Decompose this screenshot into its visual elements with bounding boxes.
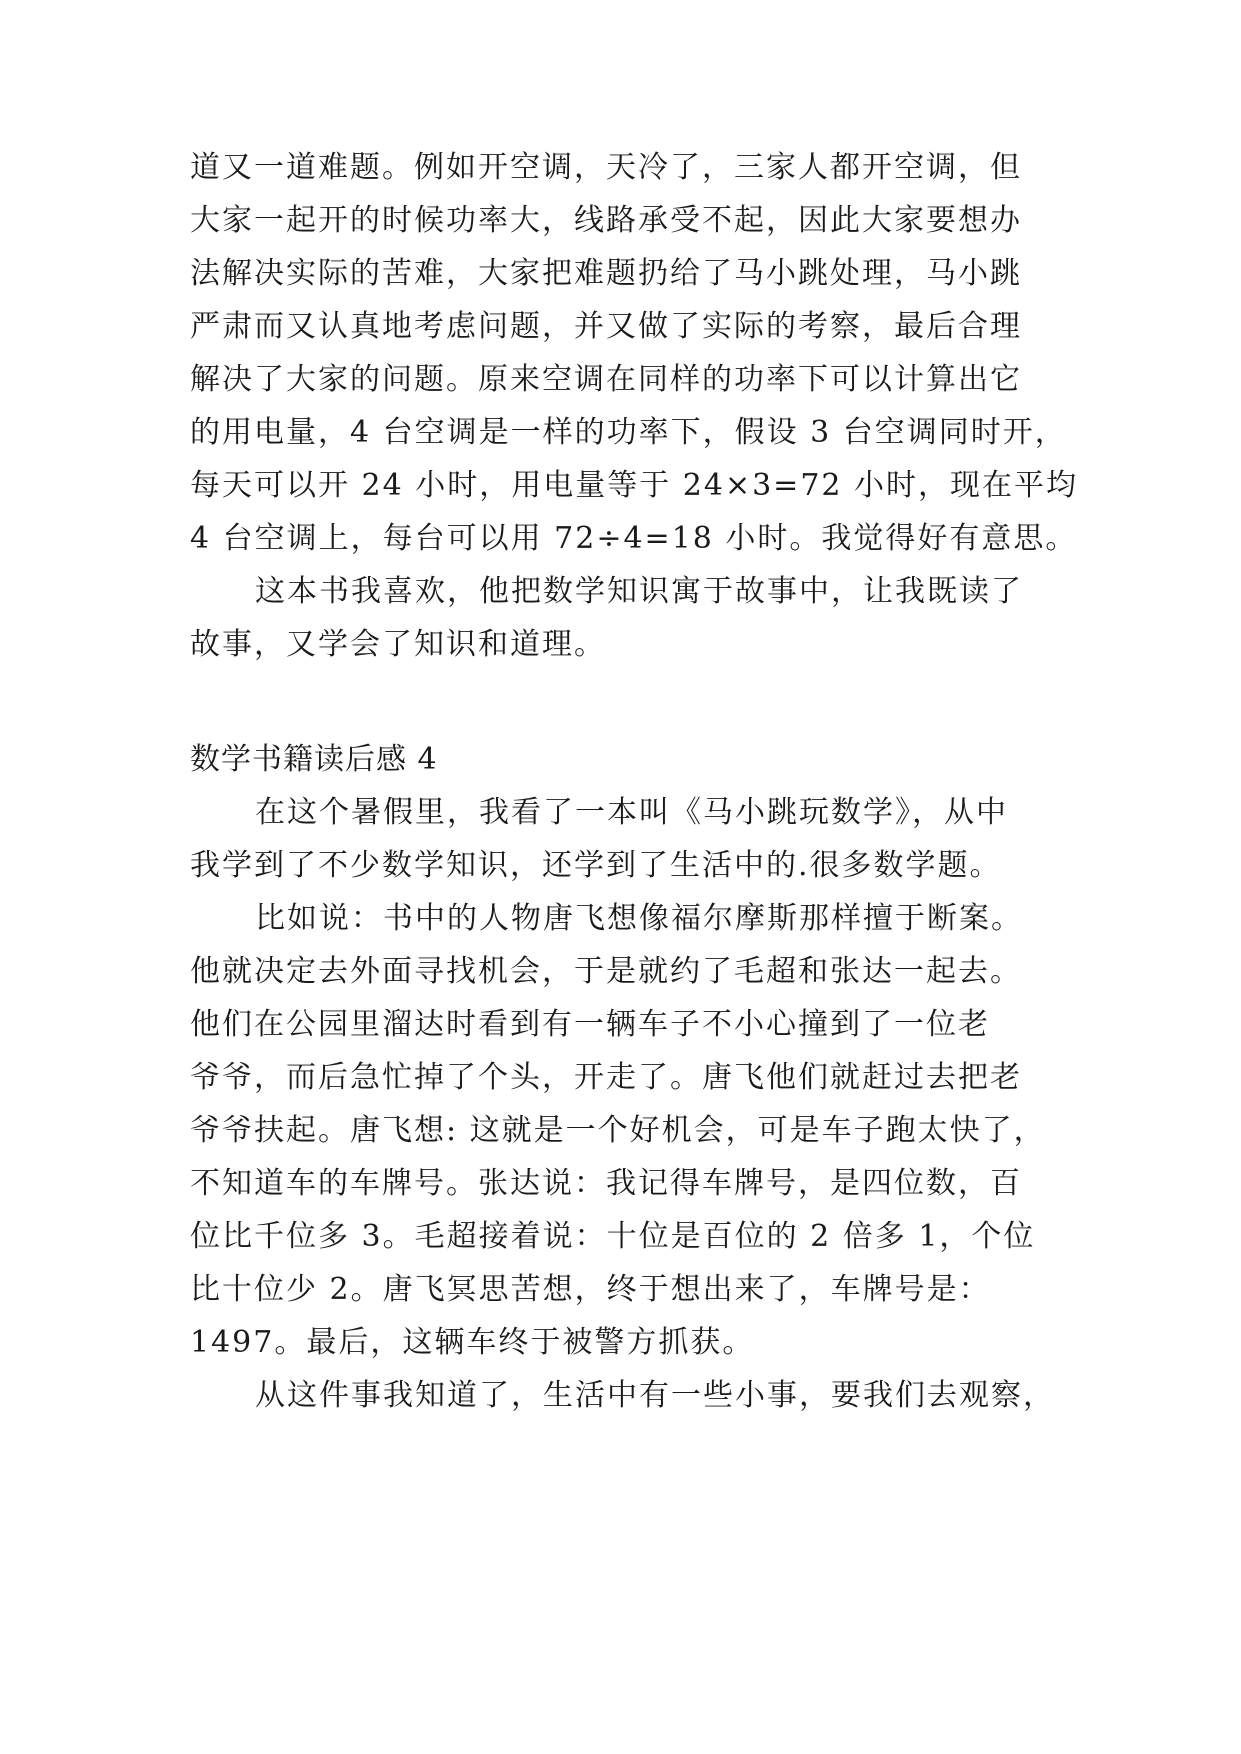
text-line: 他们在公园里溜达时看到有一辆车子不小心撞到了一位老 [190, 1007, 990, 1042]
text-line: 严肃而又认真地考虑问题，并又做了实际的考察，最后合理 [190, 309, 1022, 344]
text-line: 位比千位多 3。毛超接着说：十位是百位的 2 倍多 1，个位 [190, 1219, 1036, 1254]
text-line: 1497。最后，这辆车终于被警方抓获。 [190, 1325, 755, 1360]
text-line: 这本书我喜欢，他把数学知识寓于故事中，让我既读了 [255, 574, 1023, 609]
section-heading: 数学书籍读后感 4 [190, 742, 438, 777]
text-line: 他就决定去外面寻找机会，于是就约了毛超和张达一起去。 [190, 954, 1022, 989]
text-line: 我学到了不少数学知识，还学到了生活中的.很多数学题。 [190, 848, 1002, 883]
text-line: 在这个暑假里，我看了一本叫《马小跳玩数学》，从中 [255, 795, 1008, 830]
text-line: 爷爷，而后急忙掉了个头，开走了。唐飞他们就赶过去把老 [190, 1060, 1022, 1095]
text-line: 每天可以开 24 小时，用电量等于 24×3=72 小时，现在平均 [190, 468, 1079, 503]
text-line: 的用电量，4 台空调是一样的功率下，假设 3 台空调同时开， [190, 415, 1067, 450]
text-line: 从这件事我知道了，生活中有一些小事，要我们去观察， [255, 1378, 1055, 1413]
text-line: 爷爷扶起。唐飞想: 这就是一个好机会，可是车子跑太快了， [190, 1113, 1046, 1148]
text-line: 解决了大家的问题。原来空调在同样的功率下可以计算出它 [190, 362, 1022, 397]
text-line: 4 台空调上，每台可以用 72÷4=18 小时。我觉得好有意思。 [190, 521, 1078, 556]
text-line: 道又一道难题。例如开空调，天冷了，三家人都开空调，但 [190, 150, 1022, 185]
text-line: 故事，又学会了知识和道理。 [190, 627, 606, 662]
text-line: 大家一起开的时候功率大，线路承受不起，因此大家要想办 [190, 203, 1022, 238]
text-line: 比十位少 2。唐飞冥思苦想，终于想出来了，车牌号是： [190, 1272, 991, 1307]
text-line: 比如说：书中的人物唐飞想像福尔摩斯那样擅于断案。 [255, 901, 1023, 936]
text-line: 不知道车的车牌号。张达说：我记得车牌号，是四位数，百 [190, 1166, 1022, 1201]
text-line: 法解决实际的苦难，大家把难题扔给了马小跳处理，马小跳 [190, 256, 1022, 291]
